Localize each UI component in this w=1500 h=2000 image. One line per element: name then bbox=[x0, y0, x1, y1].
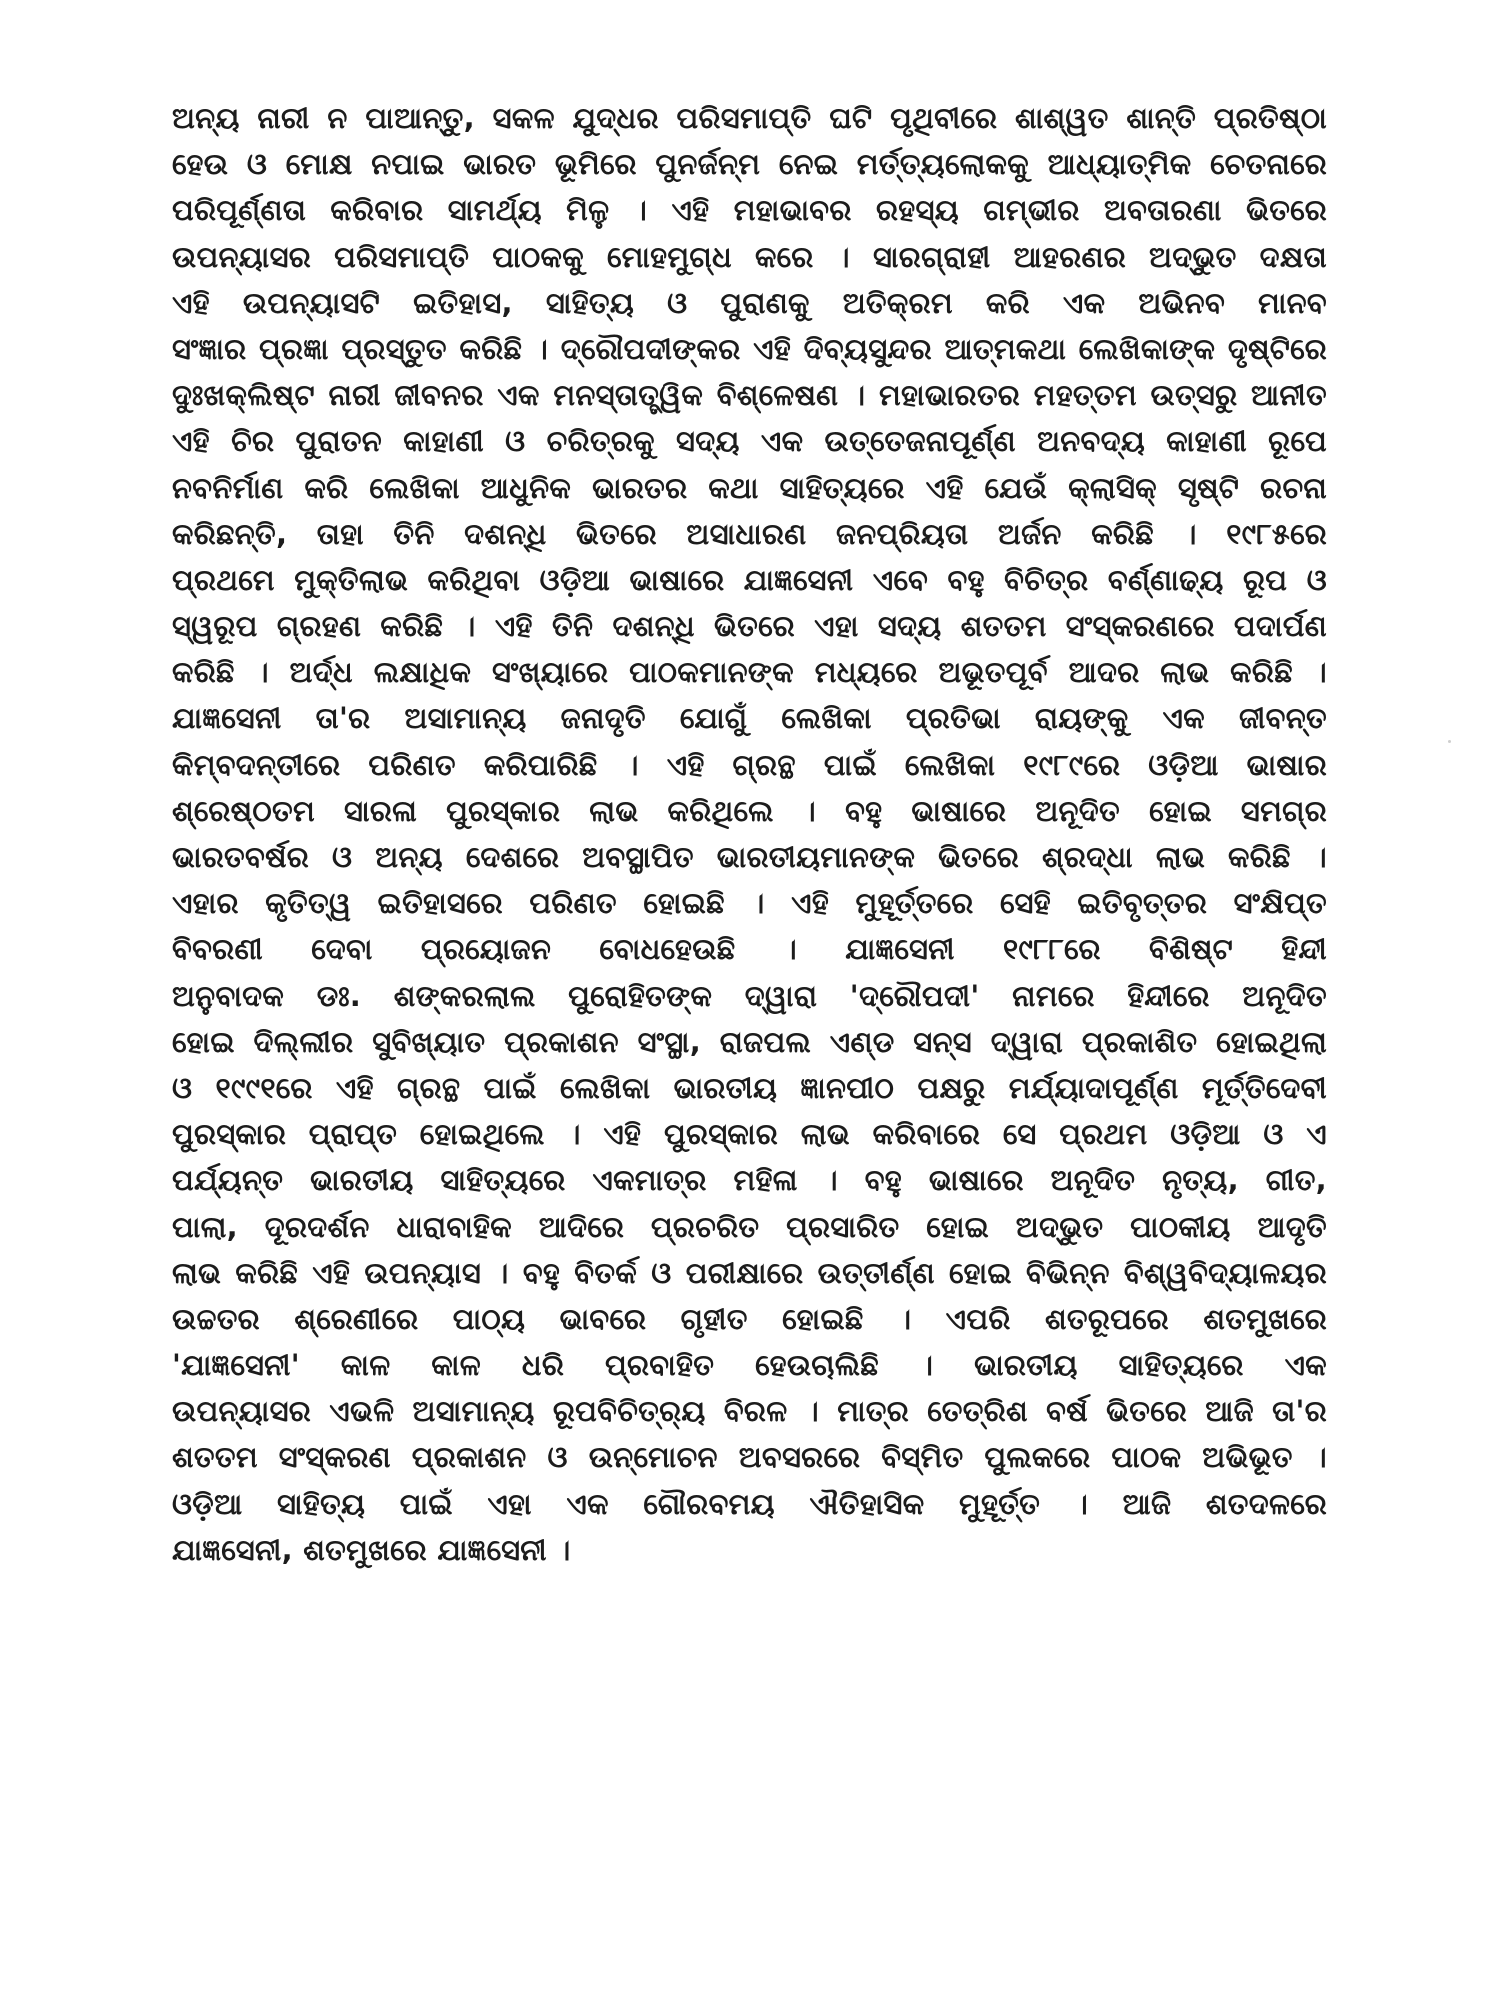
text-line: ପରିପୂର୍ଣ୍ଣତା କରିବାର ସାମର୍ଥ୍ୟ ମିଳୁ । ଏହି ମହାଭାବର ରହସ୍ୟ ଗମ୍ଭୀର ଅବତାରଣା ଭିତରେ bbox=[172, 193, 1327, 228]
text-line: ପୁରସ୍କାର ପ୍ରାପ୍ତ ହୋଇଥିଲେ । ଏହି ପୁରସ୍କାର ଲାଭ କରିବାରେ ସେ ପ୍ରଥମ ଓଡ଼ିଆ ଓ ଏ bbox=[172, 1117, 1327, 1152]
text-line: ଅନ୍ୟ ନାରୀ ନ ପାଆନ୍ତୁ, ସକଳ ଯୁଦ୍ଧର ପରିସମାପ୍ତି ଘଟି ପୃଥିବୀରେ ଶାଶ୍ୱତ ଶାନ୍ତି ପ୍ରତିଷ୍ଠା bbox=[172, 101, 1327, 135]
text-line: ଯାଜ୍ଞସେନୀ ତା'ର ଅସାମାନ୍ୟ ଜନାଦୃତି ଯୋଗୁଁ ଲେଖିକା ପ୍ରତିଭା ରାୟଙ୍କୁ ଏକ ଜୀବନ୍ତ bbox=[172, 701, 1327, 736]
text-line: ସଂଜ୍ଞାର ପ୍ରଜ୍ଞା ପ୍ରସ୍ତୁତ କରିଛି । ଦ୍ରୌପଦୀଙ୍କର ଏହି ଦିବ୍ୟସୁନ୍ଦର ଆତ୍ମକଥା ଲେଖିକାଙ୍କ ଦୃଷ୍ଟିରେ bbox=[172, 331, 1327, 366]
text-line: ଦୁଃଖକ୍ଲିଷ୍ଟ ନାରୀ ଜୀବନର ଏକ ମନସ୍ତାତ୍ତ୍ୱିକ ବିଶ୍ଳେଷଣ । ମହାଭାରତର ମହତ୍ତମ ଉତ୍ସରୁ ଆନୀତ bbox=[172, 378, 1327, 413]
text-line: ପାଲା, ଦୂରଦର୍ଶନ ଧାରାବାହିକ ଆଦିରେ ପ୍ରଚରିତ ପ୍ରସାରିତ ହୋଇ ଅଦ୍ଭୁତ ପାଠକୀୟ ଆଦୃତି bbox=[172, 1209, 1327, 1244]
text-line: ନବନିର୍ମାଣ କରି ଲେଖିକା ଆଧୁନିକ ଭାରତର କଥା ସାହିତ୍ୟରେ ଏହି ଯେଉଁ କ୍ଲାସିକ୍ ସୃଷ୍ଟି ରଚନା bbox=[172, 470, 1327, 505]
text-line: ଅନୁବାଦକ ଡଃ. ଶଙ୍କରଲାଲ ପୁରୋହିତଙ୍କ ଦ୍ୱାରା 'ଦ୍ରୌପଦୀ' ନାମରେ ହିନ୍ଦୀରେ ଅନୂଦିତ bbox=[172, 978, 1327, 1013]
text-line: ଭାରତବର୍ଷର ଓ ଅନ୍ୟ ଦେଶରେ ଅବସ୍ଥାପିତ ଭାରତୀୟମାନଙ୍କ ଭିତରେ ଶ୍ରଦ୍ଧା ଲାଭ କରିଛି । bbox=[172, 840, 1327, 874]
body-paragraph bbox=[172, 95, 1327, 1573]
scan-speck bbox=[1448, 740, 1451, 743]
text-line: ଓ ୧୯୯୧ରେ ଏହି ଗ୍ରନ୍ଥ ପାଇଁ ଲେଖିକା ଭାରତୀୟ ଜ୍ଞାନପୀଠ ପକ୍ଷରୁ ମର୍ଯ୍ୟାଦାପୂର୍ଣ୍ଣ ମୂର୍ତ୍ତିଦେବୀ bbox=[172, 1070, 1327, 1105]
text-line: କରିଛନ୍ତି, ତାହା ତିନି ଦଶନ୍ଧି ଭିତରେ ଅସାଧାରଣ ଜନପ୍ରିୟତା ଅର୍ଜନ କରିଛି । ୧୯୮୫ରେ bbox=[172, 516, 1327, 551]
text-line: କିମ୍ବଦନ୍ତୀରେ ପରିଣତ କରିପାରିଛି । ଏହି ଗ୍ରନ୍ଥ ପାଇଁ ଲେଖିକା ୧୯୮୯ରେ ଓଡ଼ିଆ ଭାଷାର bbox=[172, 747, 1327, 782]
text-line: ପର୍ଯ୍ୟନ୍ତ ଭାରତୀୟ ସାହିତ୍ୟରେ ଏକମାତ୍ର ମହିଳା । ବହୁ ଭାଷାରେ ଅନୂଦିତ ନୃତ୍ୟ, ଗୀତ, bbox=[172, 1163, 1327, 1198]
text-line: ଏହି ଉପନ୍ୟାସଟି ଇତିହାସ, ସାହିତ୍ୟ ଓ ପୁରାଣକୁ ଅତିକ୍ରମ କରି ଏକ ଅଭିନବ ମାନବ bbox=[172, 285, 1327, 320]
text-line: 'ଯାଜ୍ଞସେନୀ' କାଳ କାଳ ଧରି ପ୍ରବାହିତ ହେଉଚାଲିଛି । ଭାରତୀୟ ସାହିତ୍ୟରେ ଏକ bbox=[172, 1348, 1327, 1383]
text-line: ଏହି ଚିର ପୁରାତନ କାହାଣୀ ଓ ଚରିତ୍ରକୁ ସଦ୍ୟ ଏକ ଉତ୍ତେଜନାପୂର୍ଣ୍ଣ ଅନବଦ୍ୟ କାହାଣୀ ରୂପେ bbox=[172, 424, 1327, 459]
text-line: ଯାଜ୍ଞସେନୀ, ଶତମୁଖରେ ଯାଜ୍ଞସେନୀ । bbox=[172, 1532, 571, 1567]
text-line: ହେଉ ଓ ମୋକ୍ଷ ନପାଇ ଭାରତ ଭୂମିରେ ପୁନର୍ଜନ୍ମ ନେଇ ମର୍ତ୍ତ୍ୟଲୋକକୁ ଆଧ୍ୟାତ୍ମିକ ଚେତନାରେ bbox=[172, 147, 1327, 182]
text-line: ପ୍ରଥମେ ମୁକ୍ତିଲାଭ କରିଥିବା ଓଡ଼ିଆ ଭାଷାରେ ଯାଜ୍ଞସେନୀ ଏବେ ବହୁ ବିଚିତ୍ର ବର୍ଣ୍ଣାଢ୍ୟ ରୂପ ଓ bbox=[172, 562, 1327, 597]
text-line: ଉପନ୍ୟାସର ପରିସମାପ୍ତି ପାଠକକୁ ମୋହମୁଗ୍ଧ କରେ । ସାରଗ୍ରାହୀ ଆହରଣର ଅଦ୍ଭୁତ ଦକ୍ଷତା bbox=[172, 239, 1327, 274]
text-line: କରିଛି । ଅର୍ଦ୍ଧ ଲକ୍ଷାଧିକ ସଂଖ୍ୟାରେ ପାଠକମାନଙ୍କ ମଧ୍ୟରେ ଅଭୂତପୂର୍ବ ଆଦର ଲାଭ କରିଛି । bbox=[172, 655, 1327, 690]
text-line: ଶ୍ରେଷ୍ଠତମ ସାରଳା ପୁରସ୍କାର ଲାଭ କରିଥିଲେ । ବହୁ ଭାଷାରେ ଅନୂଦିତ ହୋଇ ସମଗ୍ର bbox=[172, 793, 1327, 828]
text-line: ଉପନ୍ୟାସର ଏଭଳି ଅସାମାନ୍ୟ ରୂପବିଚିତ୍ର୍ୟ ବିରଳ । ମାତ୍ର ତେତ୍ରିଶ ବର୍ଷ ଭିତରେ ଆଜି ତା'ର bbox=[172, 1394, 1327, 1429]
text-line: ଶତତମ ସଂସ୍କରଣ ପ୍ରକାଶନ ଓ ଉନ୍ମୋଚନ ଅବସରରେ ବିସ୍ମିତ ପୁଲକରେ ପାଠକ ଅଭିଭୂତ । bbox=[172, 1440, 1327, 1475]
text-line: ଲାଭ କରିଛି ଏହି ଉପନ୍ୟାସ । ବହୁ ବିତର୍କ ଓ ପରୀକ୍ଷାରେ ଉତ୍ତୀର୍ଣ୍ଣ ହୋଇ ବିଭିନ୍ନ ବିଶ୍ୱବିଦ୍ୟାଳୟର bbox=[172, 1255, 1327, 1290]
text-line: ସ୍ୱରୂପ ଗ୍ରହଣ କରିଛି । ଏହି ତିନି ଦଶନ୍ଧି ଭିତରେ ଏହା ସଦ୍ୟ ଶତତମ ସଂସ୍କରଣରେ ପଦାର୍ପଣ bbox=[172, 609, 1327, 644]
text-line: ହୋଇ ଦିଲ୍ଲୀର ସୁବିଖ୍ୟାତ ପ୍ରକାଶନ ସଂସ୍ଥା, ରାଜପଲ ଏଣ୍ଡ ସନ୍ସ ଦ୍ୱାରା ପ୍ରକାଶିତ ହୋଇଥିଲା bbox=[172, 1024, 1327, 1059]
text-line: ଏହାର କୃତିତ୍ୱ ଇତିହାସରେ ପରିଣତ ହୋଇଛି । ଏହି ମୁହୂର୍ତ୍ତରେ ସେହି ଇତିବୃତ୍ତର ସଂକ୍ଷିପ୍ତ bbox=[172, 886, 1327, 921]
text-line: ଉଚ୍ଚତର ଶ୍ରେଣୀରେ ପାଠ୍ୟ ଭାବରେ ଗୃହୀତ ହୋଇଛି । ଏପରି ଶତରୂପରେ ଶତମୁଖରେ bbox=[172, 1301, 1327, 1336]
text-line: ବିବରଣୀ ଦେବା ପ୍ରୟୋଜନ ବୋଧହେଉଛି । ଯାଜ୍ଞସେନୀ ୧୯୮୮ରେ ବିଶିଷ୍ଟ ହିନ୍ଦୀ bbox=[172, 932, 1327, 967]
text-line: ଓଡ଼ିଆ ସାହିତ୍ୟ ପାଇଁ ଏହା ଏକ ଗୌରବମୟ ଐତିହାସିକ ମୁହୂର୍ତ୍ତ । ଆଜି ଶତଦଳରେ bbox=[172, 1486, 1327, 1521]
